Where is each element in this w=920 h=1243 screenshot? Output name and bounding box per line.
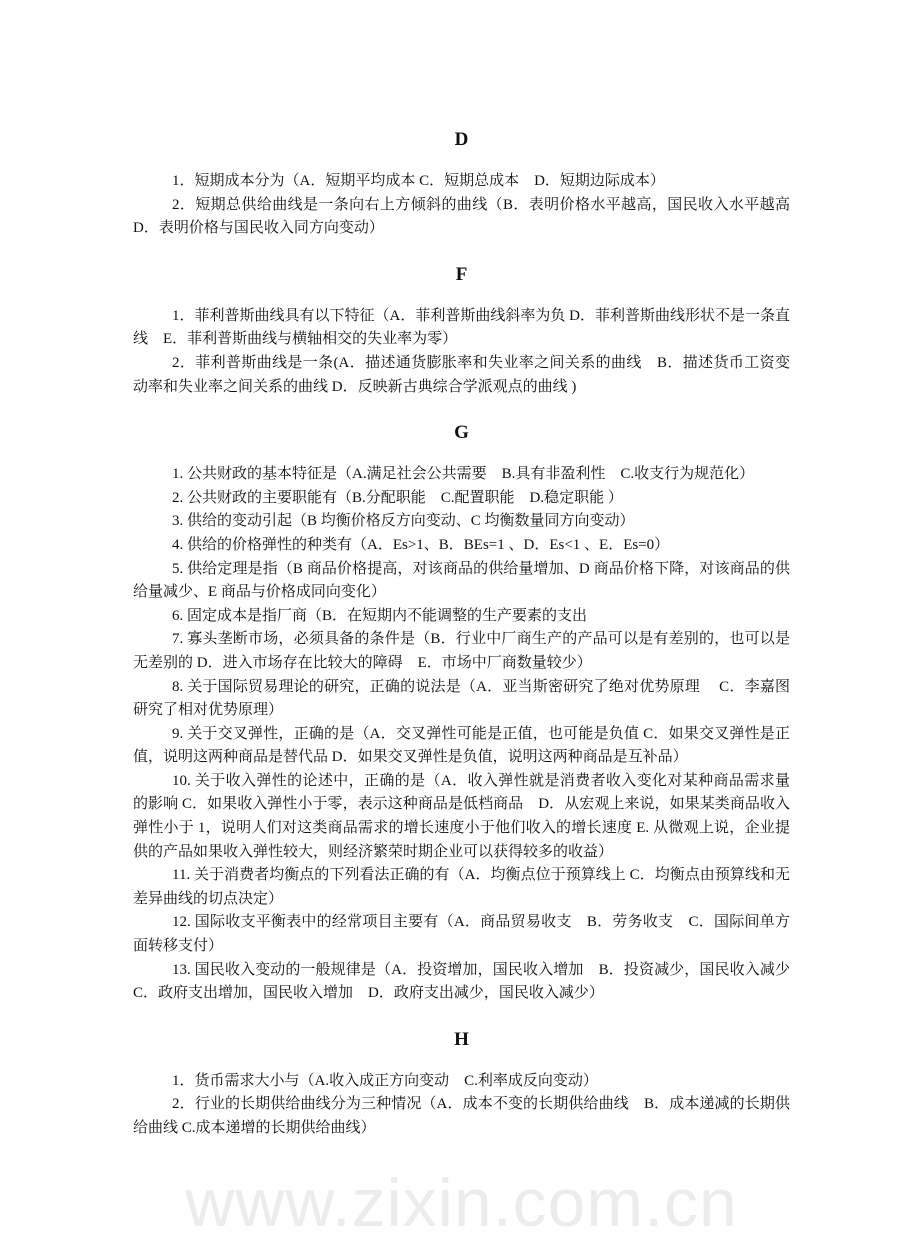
list-item: 13. 国民收入变动的一般规律是（A．投资增加，国民收入增加 B．投资减少，国民收入减少 C．政府支出增加，国民收入增加 D．政府支出减少，国民收入减少）: [133, 961, 806, 1002]
section-heading: G: [454, 422, 469, 444]
list-item: 1．菲利普斯曲线具有以下特征（A．菲利普斯曲线斜率为负 D．菲利普斯曲线形状不是一条直线 E．菲利普斯曲线与横轴相交的失业率为零）: [133, 307, 790, 348]
list-item: 7. 寡头垄断市场，必须具备的条件是（B．行业中厂商生产的产品可以是有差别的，也可以是无差别的 D．进入市场存在比较大的障碍 E．市场中厂商数量较少）: [133, 631, 790, 671]
list-item: 2．菲利普斯曲线是一条(A．描述通货膨胀率和失业率之间关系的曲线 B．描述货币工资变动率和失业率之间关系的曲线 D．反映新古典综合学派观点的曲线 ): [133, 354, 790, 395]
list-item: 11. 关于消费者均衡点的下列看法正确的有（A．均衡点位于预算线上 C．均衡点由预算线和无差异曲线的切点决定）: [133, 867, 790, 907]
list-item: 1．短期成本分为（A．短期平均成本 C．短期总成本 D．短期边际成本）: [172, 173, 665, 189]
section-h: [133, 1028, 790, 1141]
list-item: 6. 固定成本是指厂商（B．在短期内不能调整的生产要素的支出: [172, 607, 588, 624]
list-item: 2．短期总供给曲线是一条向右上方倾斜的曲线（B．表明价格水平越高，国民收入水平越高 D．表明价格与国民收入同方向变动）: [133, 196, 790, 237]
list-item: 2．行业的长期供给曲线分为三种情况（A．成本不变的长期供给曲线 B．成本递减的长期供给曲线 C.成本递增的长期供给曲线）: [133, 1096, 790, 1136]
list-item: 8. 关于国际贸易理论的研究，正确的说法是（A．亚当斯密研究了绝对优势原理 C．李嘉图研究了相对优势原理）: [133, 678, 790, 719]
list-item: 4. 供给的价格弹性的种类有（A．Es>1、B．BEs=1 、D．Es<1 、E．Es=0）: [172, 536, 670, 553]
list-item: 2. 公共财政的主要职能有（B.分配职能 C.配置职能 D.稳定职能 ）: [172, 489, 623, 506]
section-heading: H: [454, 1028, 469, 1050]
watermark: www.zixin.com.cn: [185, 1164, 738, 1241]
list-item: 12. 国际收支平衡表中的经常项目主要有（A．商品贸易收支 B．劳务收支 C．国际间单方面转移支付）: [133, 914, 790, 955]
list-item: 3. 供给的变动引起（B 均衡价格反方向变动、C 均衡数量同方向变动）: [172, 513, 635, 530]
section-g: [133, 421, 806, 1006]
list-item: 1. 公共财政的基本特征是（A.满足社会公共需要 B.具有非盈利性 C.收支行为规范化）: [172, 466, 755, 483]
section-d: [133, 128, 790, 241]
section-f: [133, 263, 790, 399]
list-item: 9. 关于交叉弹性，正确的是（A．交叉弹性可能是正值，也可能是负值 C．如果交叉弹性是正值，说明这两种商品是替代品 D．如果交叉弹性是负值，说明这两种商品是互补品）: [133, 725, 790, 766]
section-heading: F: [455, 263, 468, 285]
list-item: 5. 供给定理是指（B 商品价格提高，对该商品的供给量增加、D 商品价格下降，对该商品的供给量减少、E 商品与价格成同向变化）: [133, 560, 790, 601]
list-item: 1．货币需求大小与（A.收入成正方向变动 C.利率成反向变动）: [172, 1072, 598, 1089]
list-item: 10. 关于收入弹性的论述中，正确的是（A．收入弹性就是消费者收入变化对某种商品需求量的影响 C．如果收入弹性小于零，表示这种商品是低档商品 D．从宏观上来说，如果某类商品收入弹性小于 1，说明人们对这类商品需求的增长速度小于他们收入的增长速度 E. 从微观上说，企业提供的产品如果收入弹性较大，则经济繁荣时期企业可以获得较多的收益）: [133, 772, 790, 860]
section-heading: D: [454, 129, 469, 150]
